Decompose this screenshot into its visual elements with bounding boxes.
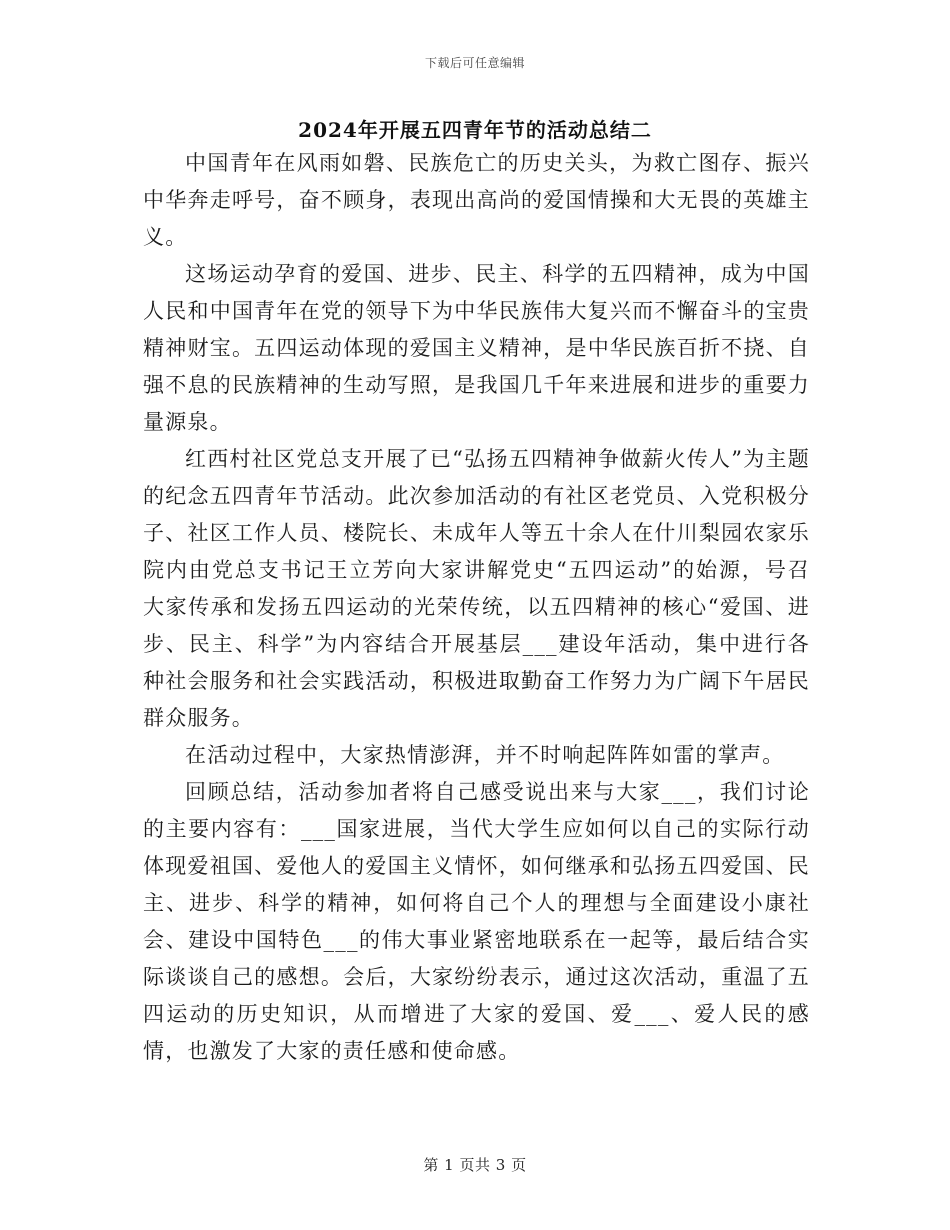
paragraph-1: 中国青年在风雨如磐、民族危亡的历史关头，为救亡图存、振兴中华奔走呼号，奋不顾身，表现出高尚的爱国情操和大无畏的英雄主义。 [143,151,810,249]
paragraph-3: 红西村社区党总支开展了已“弘扬五四精神争做薪火传人”为主题的纪念五四青年节活动。此次参加活动的有社区老党员、入党积极分子、社区工作人员、楼院长、未成年人等五十余人在什川梨园农家乐院内由党总支书记王立芳向大家讲解党史“五四运动”的始源，号召大家传承和发扬五四运动的光荣传统，以五四精神的核心“爱国、进步、民主、科学”为内容结合开展基层___建设年活动，集中进行各种社会服务和社会实践活动，积极进取勤奋工作努力为广阔下午居民群众服务。 [143,447,810,730]
paragraph-4: 在活动过程中，大家热情澎湃，并不时响起阵阵如雷的掌声。 [185,743,785,767]
paragraph-5: 回顾总结，活动参加者将自己感受说出来与大家___，我们讨论的主要内容有：___国家进展，当代大学生应如何以自己的实际行动体现爱祖国、爱他人的爱国主义情怀，如何继承和弘扬五四爱国、民主、进步、科学的精神，如何将自己个人的理想与全面建设小康社会、建设中国特色___的伟大事业紧密地联系在一起等，最后结合实际谈谈自己的感想。会后，大家纷纷表示，通过这次活动，重温了五四运动的历史知识，从而增进了大家的爱国、爱___、爱人民的感情，也激发了大家的责任感和使命感。 [143,780,810,1063]
document-title: 2024年开展五四青年节的活动总结二 [298,118,652,142]
document-body [143,145,810,1070]
page-header-note: 下载后可任意编辑 [424,56,525,70]
paragraph-2: 这场运动孕育的爱国、进步、民主、科学的五四精神，成为中国人民和中国青年在党的领导下为中华民族伟大复兴而不懈奋斗的宝贵精神财宝。五四运动体现的爱国主义精神，是中华民族百折不挠、自强不息的民族精神的生动写照，是我国几千年来进展和进步的重要力量源泉。 [143,262,810,434]
page-number: 第 1 页共 3 页 [423,1156,527,1174]
